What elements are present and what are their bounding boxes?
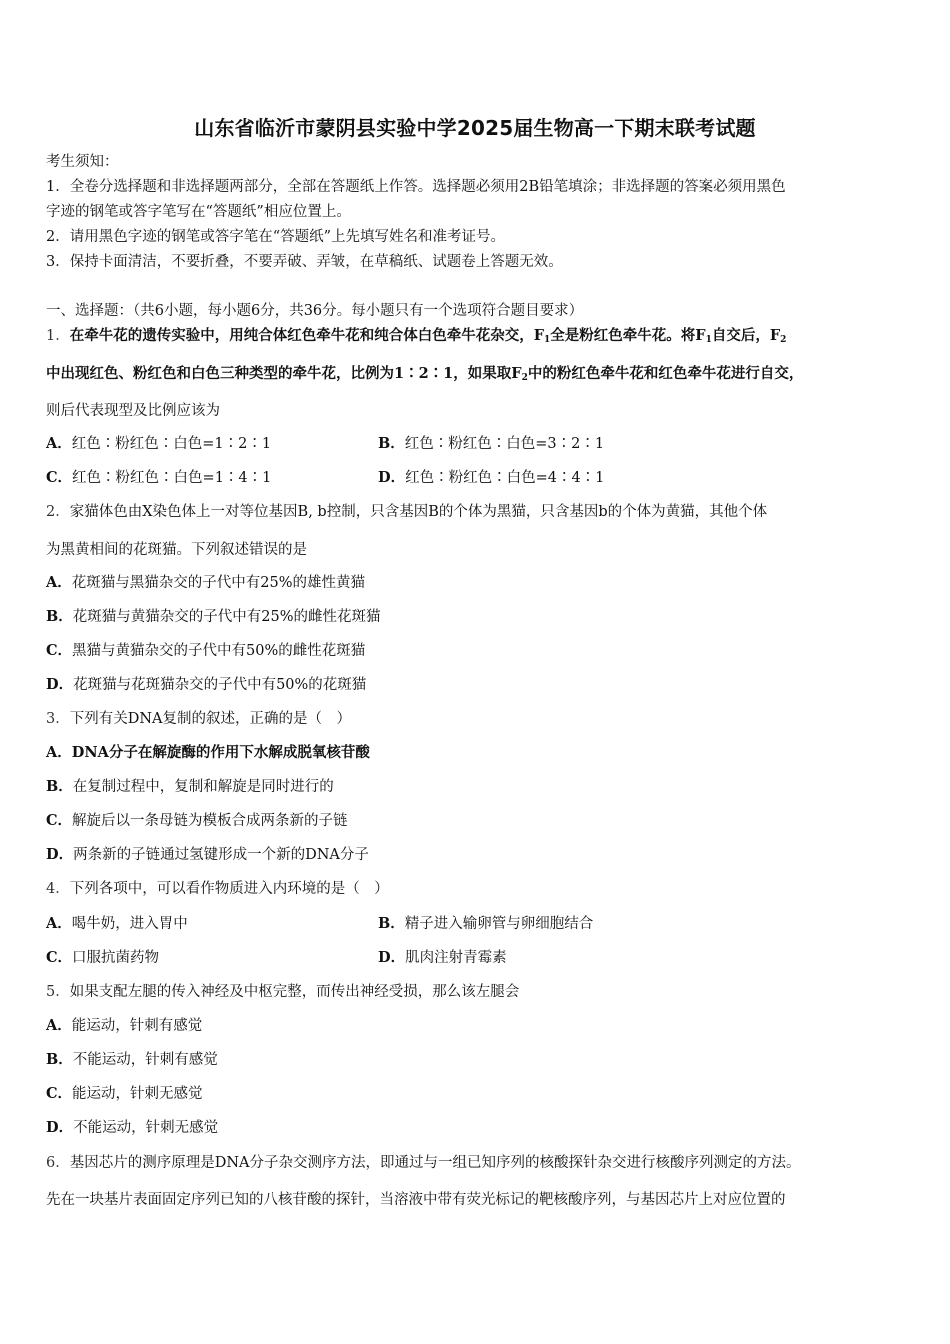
q1-option-c[interactable]: C．红色∶粉红色∶白色=1∶4∶1 [46, 469, 272, 486]
q4-option-c[interactable]: C．口服抗菌药物 [46, 949, 160, 966]
q2-option-a[interactable]: A．花斑猫与黑猫杂交的子代中有25%的雄性黄猫 [46, 574, 365, 591]
q3-option-c[interactable]: C．解旋后以一条母链为模板合成两条新的子链 [46, 812, 348, 829]
q4-line-1: 4．下列各项中，可以看作物质进入内环境的是（ ） [46, 881, 389, 897]
notice-heading: 考生须知： [46, 154, 119, 170]
q3-line-1: 3．下列有关DNA复制的叙述，正确的是（ ） [46, 711, 352, 727]
q5-option-d[interactable]: D．不能运动，针刺无感觉 [46, 1119, 219, 1136]
q1-option-a[interactable]: A．红色∶粉红色∶白色=1∶2∶1 [46, 435, 272, 452]
q1-line-2: 中出现红色、粉红色和白色三种类型的牵牛花，比例为1∶2∶1，如果取$F_2$中的粉红色牵牛花和红色牵牛花进行自交， [46, 365, 804, 383]
q5-option-a[interactable]: A．能运动，针刺有感觉 [46, 1017, 203, 1034]
q3-option-a[interactable]: A．DNA分子在解旋酶的作用下水解成脱氧核苷酸 [46, 744, 370, 761]
q2-line-2: 为黑黄相间的花斑猫。下列叙述错误的是 [46, 542, 307, 558]
q1-line-1: 1．在牵牛花的遗传实验中，用纯合体红色牵牛花和纯合体白色牵牛花杂交，$F_1$全是粉红色牵牛花。将$F_1$自交后，$F_2$ [46, 327, 787, 345]
notice-line-1a: 1．全卷分选择题和非选择题两部分，全部在答题纸上作答。选择题必须用2B铅笔填涂；非选择题的答案必须用黑色 [46, 179, 786, 195]
q3-option-d[interactable]: D．两条新的子链通过氢键形成一个新的DNA分子 [46, 846, 369, 863]
q2-option-d[interactable]: D．花斑猫与花斑猫杂交的子代中有50%的花斑猫 [46, 676, 367, 693]
q1-line-3: 则后代表现型及比例应该为 [46, 403, 220, 419]
q5-option-c[interactable]: C．能运动，针刺无感觉 [46, 1085, 203, 1102]
q3-option-b[interactable]: B．在复制过程中，复制和解旋是同时进行的 [46, 778, 334, 795]
q2-line-1: 2．家猫体色由X染色体上一对等位基因B, b控制，只含基因B的个体为黑猫，只含基因b的个体为黄猫，其他个体 [46, 504, 768, 520]
q1-option-d[interactable]: D．红色∶粉红色∶白色=4∶4∶1 [378, 469, 605, 486]
q5-option-b[interactable]: B．不能运动，针刺有感觉 [46, 1051, 218, 1068]
q1-option-b[interactable]: B．红色∶粉红色∶白色=3∶2∶1 [378, 435, 605, 452]
q4-option-d[interactable]: D．肌肉注射青霉素 [378, 949, 507, 966]
notice-line-1b: 字迹的钢笔或答字笔写在“答题纸”相应位置上。 [46, 204, 351, 220]
q2-option-b[interactable]: B．花斑猫与黄猫杂交的子代中有25%的雌性花斑猫 [46, 608, 381, 625]
q6-line-1: 6．基因芯片的测序原理是DNA分子杂交测序方法，即通过与一组已知序列的核酸探针杂交进行核酸序列测定的方法。 [46, 1155, 801, 1171]
q4-option-a[interactable]: A．喝牛奶，进入胃中 [46, 915, 188, 932]
q2-option-c[interactable]: C．黑猫与黄猫杂交的子代中有50%的雌性花斑猫 [46, 642, 366, 659]
page-title: 山东省临沂市蒙阴县实验中学2025届生物高一下期末联考试题 [194, 116, 756, 140]
q5-line-1: 5．如果支配左腿的传入神经及中枢完整，而传出神经受损，那么该左腿会 [46, 984, 520, 1000]
notice-line-2: 2．请用黑色字迹的钢笔或答字笔在“答题纸”上先填写姓名和准考证号。 [46, 229, 506, 245]
section-heading: 一、选择题：（共6小题，每小题6分，共36分。每小题只有一个选项符合题目要求） [46, 303, 584, 319]
q6-line-2: 先在一块基片表面固定序列已知的八核苷酸的探针，当溶液中带有荧光标记的靶核酸序列，与基因芯片上对应位置的 [46, 1192, 786, 1208]
notice-line-3: 3．保持卡面清洁，不要折叠，不要弄破、弄皱，在草稿纸、试题卷上答题无效。 [46, 254, 563, 270]
q4-option-b[interactable]: B．精子进入输卵管与卵细胞结合 [378, 915, 594, 932]
